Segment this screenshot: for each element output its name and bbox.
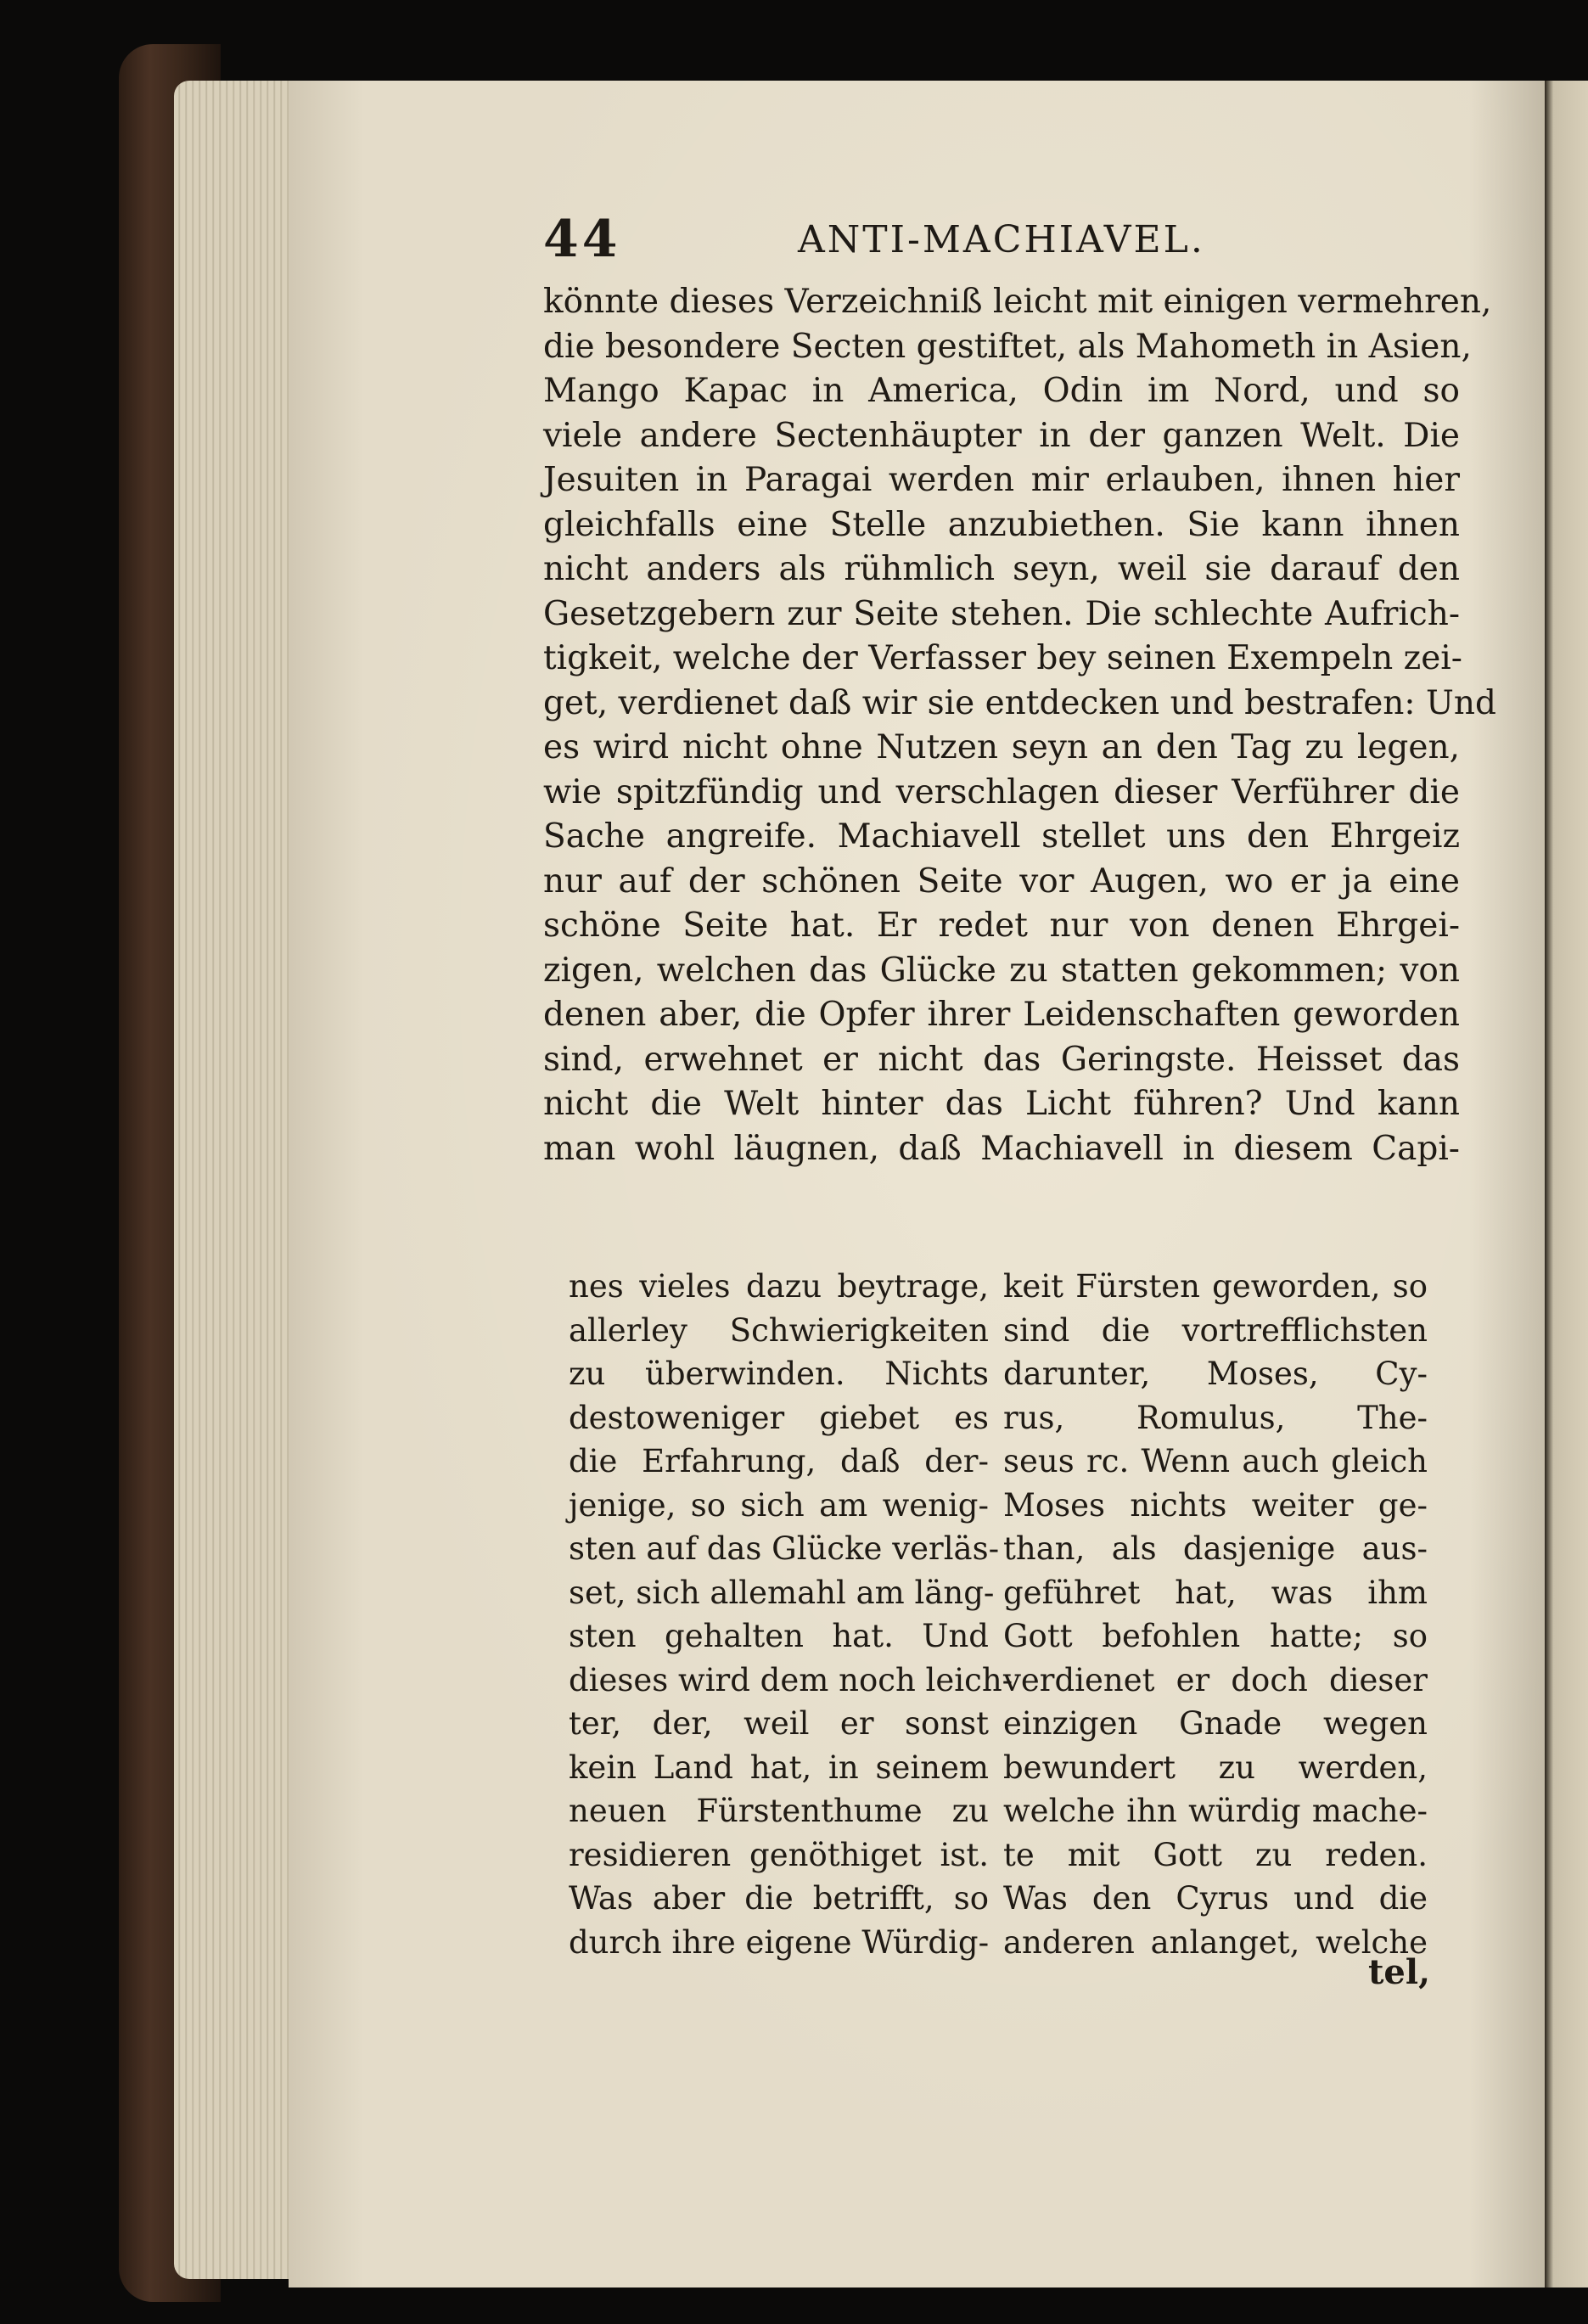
text-line: schöne Seite hat. Er redet nur von denen Ehrgei- (543, 907, 1460, 945)
text-line: könnte dieses Verzeichniß leicht mit einigen vermehren, (543, 283, 1492, 321)
text-line: Jesuiten in Paragai werden mir erlauben, ihnen hier (543, 461, 1460, 499)
text-line: get, verdienet daß wir sie entdecken und bestrafen: Und (543, 683, 1496, 722)
text-line: tigkeit, welche der Verfasser bey seinen Exempeln zei- (543, 639, 1462, 677)
column-line: residieren genöthiget ist. (569, 1836, 989, 1873)
column-line: Was den Cyrus und die (1003, 1880, 1428, 1917)
left-column (569, 1265, 1013, 1964)
column-line: nes vieles dazu beytrage, (569, 1268, 989, 1305)
column-line: sten gehalten hat. Und (569, 1618, 989, 1654)
column-line: durch ihre eigene Würdig- (569, 1923, 990, 1961)
column-line: set, sich allemahl am läng- (569, 1574, 995, 1611)
main-text-block (543, 280, 1496, 1171)
column-line: dieses wird dem noch leich- (569, 1661, 1013, 1698)
column-line: die Erfahrung, daß der- (569, 1443, 989, 1479)
column-line: seus rc. Wenn auch gleich (1003, 1443, 1428, 1479)
text-line: es wird nicht ohne Nutzen seyn an den Tag zu legen, (543, 728, 1460, 766)
column-line: sten auf das Glücke verläs- (569, 1530, 1000, 1567)
running-head: ANTI-MACHIAVEL. (798, 218, 1205, 261)
column-line: geführet hat, was ihm (1003, 1574, 1428, 1611)
text-line: wie spitzfündig und verschlagen dieser Verführer die (543, 772, 1460, 811)
text-line: Gesetzgebern zur Seite stehen. Die schlechte Aufrich- (543, 594, 1460, 633)
text-line: nicht anders als rühmlich seyn, weil sie darauf den (543, 550, 1460, 588)
column-line: einzigen Gnade wegen (1003, 1705, 1428, 1742)
text-line: nur auf der schönen Seite vor Augen, wo er ja eine (543, 862, 1460, 901)
page-header (543, 210, 1477, 278)
column-line: Gott befohlen hatte; so (1003, 1618, 1428, 1654)
text-line: viele andere Sectenhäupter in der ganzen Welt. Die (543, 416, 1460, 455)
column-line: anderen anlanget, welche (1003, 1923, 1428, 1961)
column-line: Was aber die betrifft, so (569, 1880, 989, 1917)
column-line: jenige, so sich am wenig- (569, 1486, 989, 1524)
book-page (289, 81, 1545, 2288)
text-line: die besondere Secten gestiftet, als Mahometh in Asien, (543, 327, 1472, 366)
column-line: neuen Fürstenthume zu (569, 1793, 989, 1829)
catchword: tel, (1367, 1952, 1430, 1992)
column-line: kein Land hat, in seinem (569, 1749, 989, 1786)
text-line: zigen, welchen das Glücke zu statten gekommen; von (543, 951, 1460, 990)
text-line: sind, erwehnet er nicht das Geringste. Heisset das (543, 1040, 1460, 1079)
text-line: Mango Kapac in America, Odin im Nord, und so (543, 372, 1460, 410)
column-line: zu überwinden. Nichts (569, 1356, 989, 1392)
page-number: 44 (543, 210, 621, 269)
column-line: bewundert zu werden, (1003, 1749, 1428, 1786)
column-line: darunter, Moses, Cy- (1003, 1356, 1428, 1392)
text-line: gleichfalls eine Stelle anzubiethen. Sie kann ihnen (543, 505, 1460, 544)
column-line: keit Fürsten geworden, so (1003, 1268, 1428, 1305)
right-column (1003, 1265, 1428, 1964)
column-line: than, als dasjenige aus- (1003, 1530, 1428, 1567)
text-line: man wohl läugnen, daß Machiavell in diesem Capi- (543, 1129, 1460, 1168)
column-line: sind die vortrefflichsten (1003, 1311, 1428, 1349)
facing-page-edge (1545, 81, 1588, 2288)
column-line: allerley Schwierigkeiten (569, 1311, 989, 1349)
column-line: Moses nichts weiter ge- (1003, 1486, 1428, 1524)
column-line: rus, Romulus, The- (1003, 1399, 1428, 1436)
text-line: denen aber, die Opfer ihrer Leidenschaften geworden (543, 996, 1460, 1034)
column-line: ter, der, weil er sonst (569, 1705, 989, 1742)
text-line: Sache angreife. Machiavell stellet uns den Ehrgeiz (543, 817, 1460, 856)
column-line: destoweniger giebet es (569, 1399, 989, 1436)
column-line: te mit Gott zu reden. (1003, 1836, 1428, 1873)
text-line: nicht die Welt hinter das Licht führen? Und kann (543, 1085, 1460, 1123)
column-line: verdienet er doch dieser (1003, 1661, 1428, 1698)
column-line: welche ihn würdig mache- (1003, 1793, 1428, 1829)
